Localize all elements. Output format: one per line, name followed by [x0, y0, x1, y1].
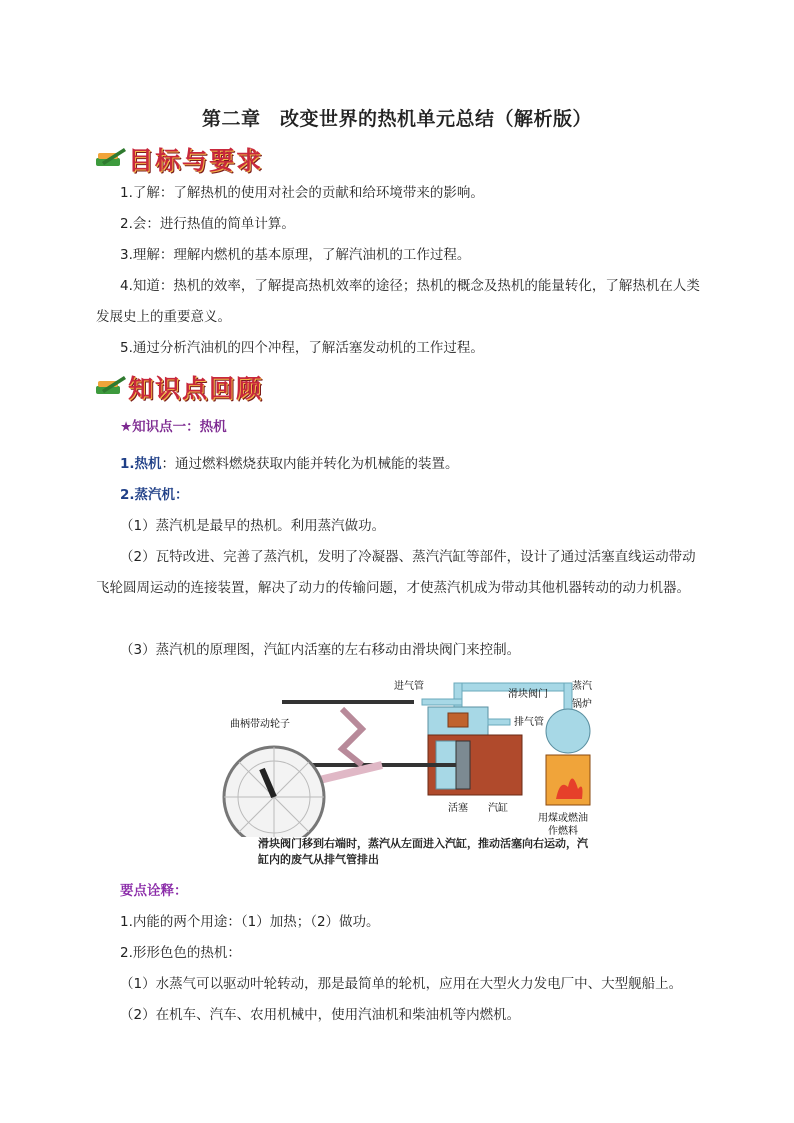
label-exhaust: 排气管	[514, 717, 544, 728]
label-boiler: 锅炉	[572, 699, 592, 710]
steam-engine-diagram	[222, 669, 596, 859]
section-banner-review	[94, 370, 263, 404]
section-title-goals: 目标与要求	[128, 146, 264, 175]
note-item: （2）在机车、汽车、农用机械中，使用汽油机和柴油机等内燃机。	[120, 1007, 521, 1023]
section-banner-goals	[94, 142, 263, 176]
figure-caption: 滑块阀门移到右端时，蒸汽从左面进入汽缸，推动活塞向右运动，汽缸内的废气从排气管排出	[258, 837, 588, 866]
term-text: ：通过燃料燃烧获取内能并转化为机械能的装置。	[161, 456, 459, 472]
label-fuel-line2: 作燃料	[548, 826, 578, 837]
body-paragraph: （3）蒸汽机的原理图，汽缸内活塞的左右移动由滑块阀门来控制。	[120, 642, 521, 658]
label-slide-valve: 滑块阀门	[508, 689, 548, 700]
subheading-steam-engine	[96, 480, 706, 511]
section-title-review: 知识点回顾	[128, 374, 264, 403]
label-crank: 曲柄带动轮子	[230, 719, 290, 730]
knowledge-point-heading: ★知识点一：热机	[120, 419, 227, 435]
body-paragraph: （2）瓦特改进、完善了蒸汽机，发明了冷凝器、蒸汽汽缸等部件，设计了通过活塞直线运动带动飞轮圆周运动的连接装置，解决了动力的传输问题，才使蒸汽机成为带动其他机器转动的动力机器。	[96, 549, 696, 596]
note-item: 1.内能的两个用途：（1）加热；（2）做功。	[120, 914, 380, 930]
pen-icon	[94, 372, 128, 402]
goal-item: 3.理解：理解内燃机的基本原理，了解汽油机的工作过程。	[120, 247, 471, 263]
definition-heat-engine	[96, 449, 706, 480]
goal-item: 1.了解：了解热机的使用对社会的贡献和给环境带来的影响。	[120, 185, 484, 201]
label-cylinder: 汽缸	[488, 803, 508, 814]
label-fuel-line1: 用煤或燃油	[538, 813, 588, 824]
goal-item: 5.通过分析汽油机的四个冲程，了解活塞发动机的工作过程。	[120, 340, 484, 356]
term-label: 1.热机	[120, 456, 162, 472]
page-title: 第二章 改变世界的热机单元总结（解析版）	[201, 108, 592, 130]
label-piston: 活塞	[448, 803, 468, 814]
note-item: （1）水蒸气可以驱动叶轮转动，那是最简单的轮机，应用在大型火力发电厂中、大型舰船上。	[120, 976, 683, 992]
notes-heading: 要点诠释：	[120, 883, 188, 899]
goal-item: 2.会：进行热值的简单计算。	[120, 216, 295, 232]
term-label: 2.蒸汽机：	[120, 487, 189, 503]
label-steam: 蒸汽	[572, 681, 592, 692]
goal-item: 4.知道：热机的效率，了解提高热机效率的途径；热机的概念及热机的能量转化，了解热机在人类发展史上的重要意义。	[96, 278, 700, 325]
body-paragraph: （1）蒸汽机是最早的热机。利用蒸汽做功。	[120, 518, 386, 534]
label-intake-pipe: 进气管	[394, 681, 424, 692]
pen-icon	[94, 144, 128, 174]
note-item: 2.形形色色的热机：	[120, 945, 241, 961]
